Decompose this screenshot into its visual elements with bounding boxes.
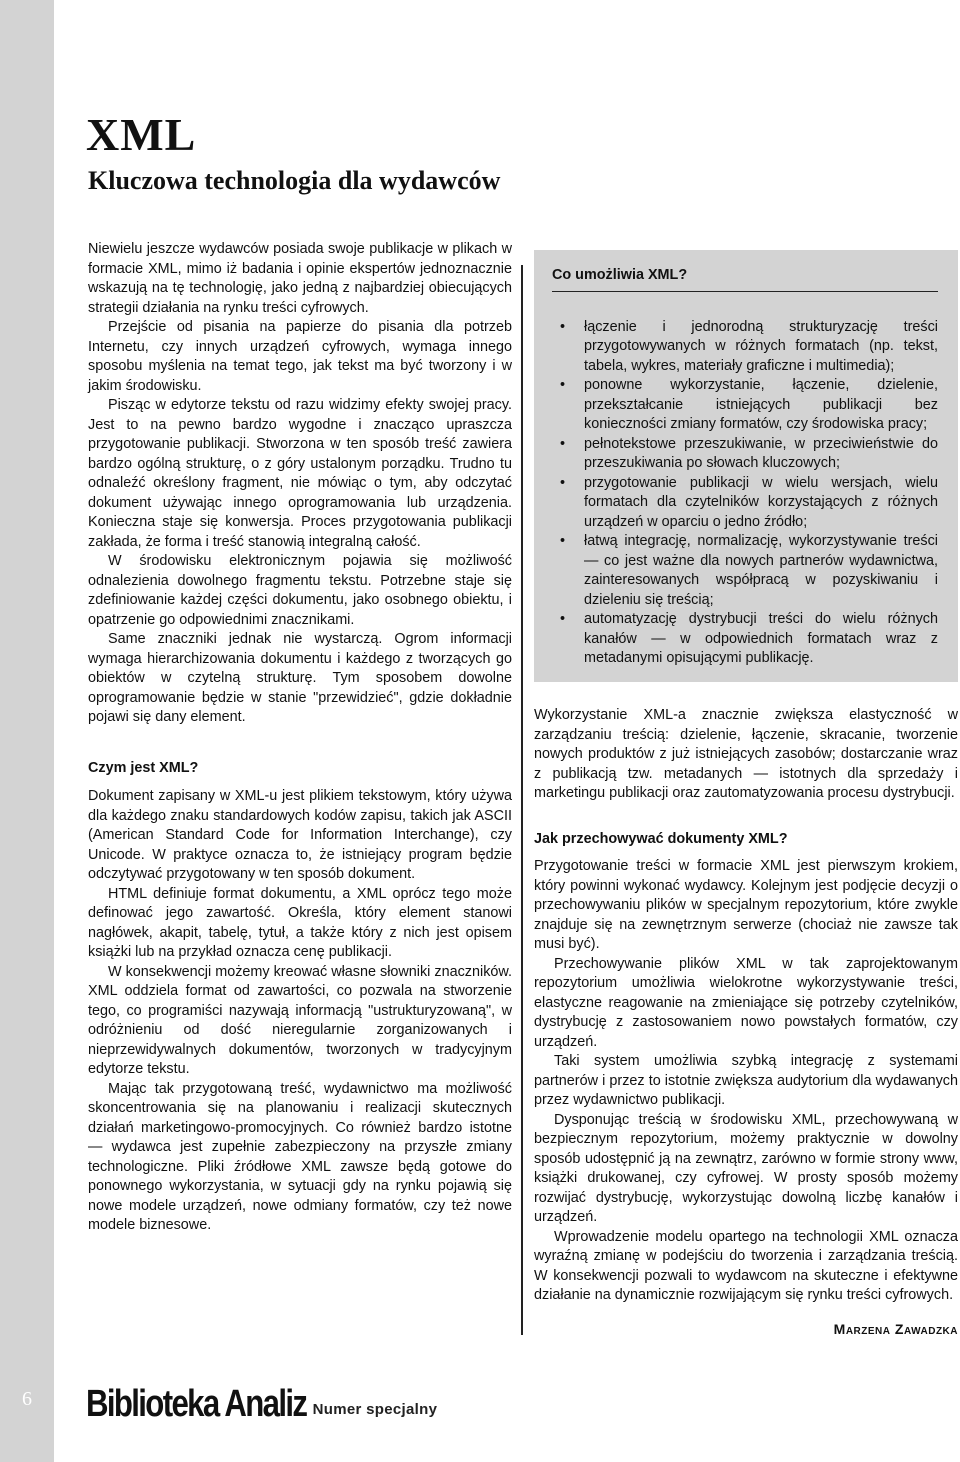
bullet-icon: •: [560, 611, 566, 627]
paragraph: Pisząc w edytorze tekstu od razu widzimy efekty swojej pracy. Jest to na pewno bardzo wygodne i znacząco upraszcza przygotowanie publikacji. Stworzona w ten sposób treść zawiera bardzo ogólną strukturę, o z góry ustalonym porządku. Trudno tu odnaleźć określony fragment, nie mówiąc o tym, aby odczytać dokument używając innego oprogramowania lub urządzenia. Konieczna staje się konwersja. Proces przygotowania publikacji zakłada, że forma i treść stanowią integralną całość.: [88, 397, 512, 550]
bullet-icon: •: [560, 318, 566, 335]
section-heading-storage: Jak przechowywać dokumenty XML?: [534, 830, 788, 847]
paragraph: Wykorzystanie XML-a znacznie zwiększa elastyczność w zarządzaniu treścią: dzielenie, łączenie, skracanie, tworzenie nowych produktów z już istniejących zasobów; dostarczanie wraz z publikacją tzw. metadanych — istotnych dla sprzedaży i marketingu publikacji oraz zautomatyzowania procesu dystrybucji.: [534, 707, 958, 801]
benefits-list: [552, 318, 938, 669]
list-item: [560, 474, 938, 533]
bullet-icon: •: [560, 435, 566, 452]
xml-benefits-box: [534, 250, 958, 682]
list-item: [560, 435, 938, 474]
list-item-text: automatyzację dystrybucji treści do wielu różnych kanałów — w odpowiednich formatach wraz z metadanymi opisującymi publikację.: [584, 611, 938, 666]
logo-subtext: Numer specjalny: [312, 1401, 438, 1418]
list-item: [560, 318, 938, 377]
paragraph: Mając tak przygotowaną treść, wydawnictwo ma możliwość skoncentrowania się na planowaniu i realizacji skutecznych działań marketingowo-promocyjnych. Co również bardzo istotne — wydawca jest zupełnie zabezpieczony na przyszłe zmiany technologiczne. Pliki źródłowe XML zawsze będą gotowe do ponownego wykorzystania, w sytuacji gdy na rynku pojawią się nowe modele urządzeń, nowe odmiany formatów, czy też nowe modele biznesowe.: [88, 1080, 512, 1233]
article-subtitle: Kluczowa technologia dla wydawców: [88, 166, 501, 195]
column-divider: [521, 265, 523, 1335]
page-number: 6: [22, 1388, 32, 1410]
bullet-icon: •: [560, 474, 566, 491]
list-item: [560, 376, 938, 435]
bullet-icon: •: [560, 377, 566, 393]
paragraph: Wprowadzenie modelu opartego na technologii XML oznacza wyraźną zmianę w podejściu do tworzenia i zarządzania treścią. W konsekwencji pozwali to wydawcom na skuteczne i efektywne działanie na dynamicznie rozwijającym się rynku treści cyfrowych.: [534, 1228, 958, 1303]
list-item-text: łatwą integrację, normalizację, wykorzystywanie treści — co jest ważne dla nowych partnerów wydawnictwa, zainteresowanych współpracą w pozyskiwaniu i dzieleniu się treścią;: [584, 533, 938, 608]
paragraph: Same znaczniki jednak nie wystarczą. Ogrom informacji wymaga hierarchizowania dokumentu i każdego z tworzących go obiektów w czytelną strukturę. Tym sposobem dowolne oprogramowanie będzie w stanie "przewidzieć", gdzie dokładnie pojawi się dany element.: [88, 631, 512, 725]
list-item: [560, 532, 938, 610]
list-item: [560, 610, 938, 669]
paragraph: W konsekwencji możemy kreować własne słowniki znaczników. XML oddziela format od zawartości, co pozwala na stworzenie tego, co programiści nazywają informacją "ustrukturyzowaną", w odróżnieniu od dość nieregularnie zorganizowanych i nieprzewidywalnych dokumentów, tworzonych w tradycyjnym edytorze tekstu.: [88, 963, 512, 1077]
paragraph: Dokument zapisany w XML-u jest plikiem tekstowym, który używa dla każdego znaku standardowych kodów zapisu, takich jak ASCII (American Standard Code for Information Interchange), czy Unicode. W praktyce oznacza to, że istniejący program będzie odczytywać przygotowany w ten sposób dokument.: [88, 788, 512, 882]
author-signature: Marzena Zawadzka: [833, 1320, 958, 1337]
logo-text: Biblioteka Analiz: [86, 1383, 307, 1425]
paragraph: W środowisku elektronicznym pojawia się możliwość odnalezienia dowolnego fragmentu tekstu. Potrzebne staje się zdefiniowanie każdej części dokumentu, jako osobnego obiektu, i opatrzenie go odpowiednimi znacznikami.: [88, 553, 512, 628]
sidebar-bar: [0, 0, 54, 1462]
paragraph: Dysponując treścią w środowisku XML, przechowywaną w bezpiecznym repozytorium, możemy praktycznie w dowolny sposób udostępnić ją na zewnątrz, zarówno w formie strony www, książki drukowanej, czy cyfrowej. W prosty sposób możemy rozwijać dystrybucję, wykorzystując dowolną liczbę kanałów i urządzeń.: [534, 1111, 958, 1225]
right-column: [534, 706, 958, 1339]
left-column: [88, 240, 512, 1236]
list-item-text: łączenie i jednorodną strukturyzację treści przygotowywanych w różnych formatach (np. tekst, tabela, wykres, materiały graficzne i multimedia);: [584, 318, 938, 374]
paragraph: Przechowywanie plików XML w tak zaprojektowanym repozytorium umożliwia wielokrotne wykorzystywanie treści, elastyczne reagowanie na zmieniające się potrzeby czytelników, dystrybucję z zastosowaniem nowo powstałych formatów, czy urządzeń.: [534, 955, 958, 1050]
paragraph: Taki system umożliwia szybką integrację z systemami partnerów i przez to istotnie zwiększa audytorium dla wydawanych przez wydawnictwo publikacji.: [534, 1053, 958, 1108]
box-heading: Co umożliwia XML?: [552, 267, 688, 283]
list-item-text: ponowne wykorzystanie, łączenie, dzielenie, przekształcanie istniejących publikacji bez konieczności zmiany formatów, czy środowiska pracy;: [584, 377, 938, 432]
list-item-text: pełnotekstowe przeszukiwanie, w przeciwieństwie do przeszukiwania po słowach kluczowych;: [584, 435, 938, 471]
paragraph: HTML definiuje format dokumentu, a XML oprócz tego może definować jego zawartość. Określa, który element stanowi nagłówek, akapit, tabelę, tytuł, a także który z nich jest opisem książki lub na przykład oznacza cenę publikacji.: [88, 885, 512, 960]
paragraph: Niewielu jeszcze wydawców posiada swoje publikacje w plikach w formacie XML, mimo iż badania i opinie ekspertów jednoznacznie wskazują na tę technologię, jako jedną z najbardziej obiecujących strategii działania na rynku treści cyfrowych.: [88, 241, 512, 316]
paragraph: Przejście od pisania na papierze do pisania dla potrzeb Internetu, czy innych urządzeń cyfrowych, wymaga innego sposobu myślenia na temat tego, jak tekst ma być tworzony i w jakim środowisku.: [88, 319, 512, 394]
paragraph: Przygotowanie treści w formacie XML jest pierwszym krokiem, który powinni wykonać wydawcy. Kolejnym jest podjęcie decyzji o przechowywaniu plików w specjalnym repozytorium, które zwykle znajduje się na zewnętrznym serwerze (chociaż nie zawsze tak musi być).: [534, 858, 958, 952]
article-title: XML: [86, 109, 197, 160]
box-rule: [552, 291, 938, 292]
publication-logo: [86, 1378, 437, 1424]
list-item-text: przygotowanie publikacji w wielu wersjach, wielu formatach dla czytelników korzystających z różnych urządzeń w oparciu o jedno źródło;: [584, 474, 938, 530]
bullet-icon: •: [560, 533, 566, 549]
section-heading-what-is-xml: Czym jest XML?: [88, 759, 199, 776]
